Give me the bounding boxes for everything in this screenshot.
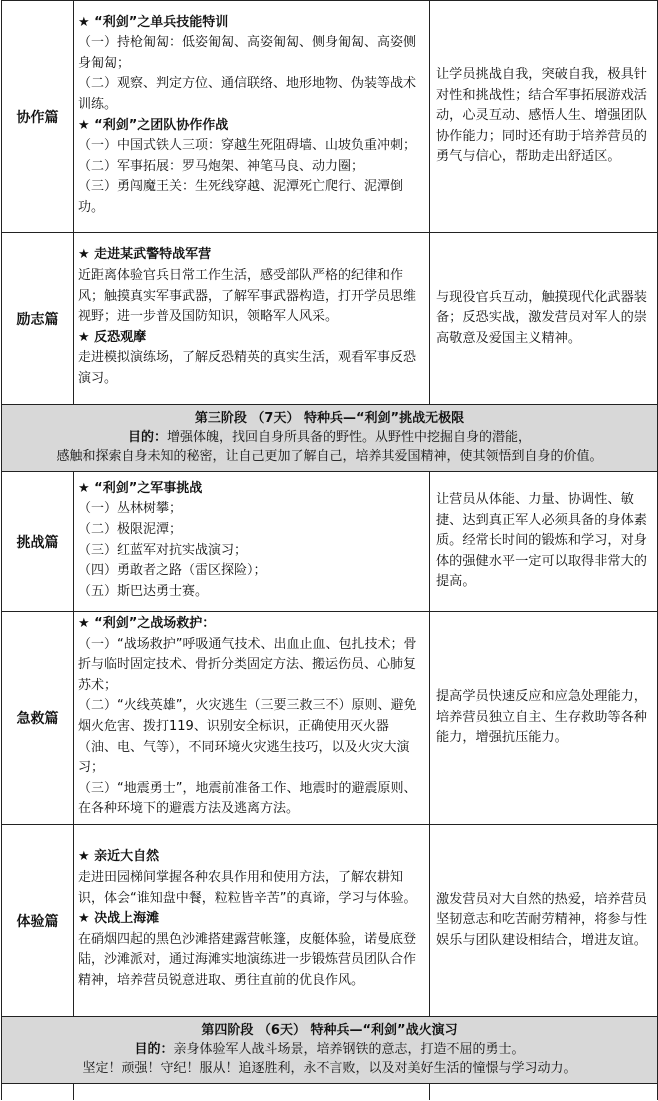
block-line: （一）持枪匍匐：低姿匍匐、高姿匍匐、侧身匍匐、高姿侧身匍匐； xyxy=(78,35,417,71)
content-cell xyxy=(74,1,430,233)
content-cell xyxy=(74,612,430,825)
content-cell xyxy=(74,472,430,612)
block-heading: ★ 决战上海滩 xyxy=(78,911,160,927)
stage-header-cell xyxy=(2,405,658,472)
content-cell xyxy=(74,233,430,405)
block-line: 在硝烟四起的黑色沙滩搭建露营帐篷，皮艇体验，诺曼底登陆，沙滩派对，通过海滩实地演练进一步锻炼营员团队合作精神，培养营员锐意进取、勇往直前的优良作风。 xyxy=(78,931,417,988)
content-cell xyxy=(74,1084,430,1101)
goal-cell: 与现役官兵互动，触摸现代化武器装备；反恐实战，激发营员对军人的崇高敬意及爱国主义精神。 xyxy=(430,233,658,405)
table-row xyxy=(2,1,658,233)
block-heading: ★ “利剑”之单兵技能特训 xyxy=(78,14,229,30)
goal-cell: 让营员从体能、力量、协调性、敏捷、达到真正军人必须具备的身体素质。经常长时间的锻炼和学习，对身体的强健水平一定可以取得非常大的提高。 xyxy=(430,472,658,612)
block-line: （三）勇闯魔王关：生死线穿越、泥潭死亡爬行、泥潭倒功。 xyxy=(78,179,404,215)
category-cell: 挑战篇 xyxy=(2,472,74,612)
block-line: （三）“地震勇士”，地震前准备工作、地震时的避震原则、在各种环境下的避震方法及逃离方法。 xyxy=(78,780,417,817)
block-heading: ★ “利剑”之军事挑战 xyxy=(78,480,203,496)
table-row xyxy=(2,233,658,405)
table-row xyxy=(2,825,658,1017)
stage-3-header xyxy=(2,405,658,472)
block-heading: ★ “利剑”之战场救护： xyxy=(78,616,216,632)
stage-aim-line: 坚定！顽强！守纪！服从！追逐胜利，永不言败，以及对美好生活的憧憬与学习动力。 xyxy=(82,1061,577,1076)
block-heading: ★ 反恐观摩 xyxy=(78,329,147,345)
block-line: （二）“火线英雄”，火灾逃生（三要三救三不）原则、避免烟火危害、拨打119、识别安全标识，正确使用灭火器（油、电、气等），不同环境火灾逃生技巧，以及火灾大演习； xyxy=(78,698,417,776)
table-row xyxy=(2,472,658,612)
content-cell xyxy=(74,825,430,1017)
stage-title: 第四阶段 （6天） 特种兵—“利剑”战火演习 xyxy=(201,1023,458,1038)
stage-title: 第三阶段 （7天） 特种兵—“利剑”挑战无极限 xyxy=(194,411,465,426)
table-row xyxy=(2,612,658,825)
category-cell xyxy=(2,1084,74,1101)
goal-cell: 提高学员快速反应和应急处理能力，培养营员独立自主、生存救助等各种能力，增强抗压能力。 xyxy=(430,612,658,825)
category-cell: 体验篇 xyxy=(2,825,74,1017)
block-line: （一）丛林树攀； xyxy=(78,501,183,517)
goal-cell xyxy=(430,1084,658,1101)
stage-aim-label: 目的： xyxy=(134,1042,174,1057)
stage-header-cell xyxy=(2,1017,658,1084)
block-line: （二）军事拓展：罗马炮架、神笔马良、动力圈； xyxy=(78,158,365,174)
stage-4-header xyxy=(2,1017,658,1084)
stage-aim-text: 亲身体验军人战斗场景，培养钢铁的意志，打造不屈的勇士。 xyxy=(173,1042,525,1057)
stage-aim-text: 增强体魄，找回自身所具备的野性。从野性中挖掘自身的潜能， xyxy=(167,430,532,445)
stage-aim-label: 目的： xyxy=(127,430,167,445)
block-line: 走进模拟演练场，了解反恐精英的真实生活，观看军事反恐演习。 xyxy=(78,350,417,386)
category-cell: 协作篇 xyxy=(2,1,74,233)
block-line: （四）勇敢者之路（雷区探险）； xyxy=(78,563,267,579)
table-row xyxy=(2,1084,658,1101)
category-cell: 急救篇 xyxy=(2,612,74,825)
goal-cell: 激发营员对大自然的热爱，培养营员坚韧意志和吃苦耐劳精神，将参与性娱乐与团队建设相结合，增进友谊。 xyxy=(430,825,658,1017)
block-line: （三）红蓝军对抗实战演习； xyxy=(78,542,248,558)
block-line: 走进田园梯间掌握各种农具作用和使用方法，了解农耕知识，体会“谁知盘中餐，粒粒皆辛苦”的真谛，学习与体验。 xyxy=(78,870,417,906)
block-line: （二）极限泥潭； xyxy=(78,521,183,537)
goal-cell: 让学员挑战自我，突破自我，极具针对性和挑战性；结合军事拓展游戏活动，心灵互动、感悟人生、增强团队协作能力；同时还有助于培养营员的勇气与信心，帮助走出舒适区。 xyxy=(430,1,658,233)
block-line: （一）“战场救护”呼吸通气技术、出血止血、包扎技术；骨折与临时固定技术、骨折分类固定方法、搬运伤员、心肺复苏术； xyxy=(78,636,417,693)
block-line: 近距离体验官兵日常工作生活，感受部队严格的纪律和作风；触摸真实军事武器，了解军事武器构造，打开学员思维视野；进一步普及国防知识，领略军人风采。 xyxy=(78,268,417,325)
stage-aim xyxy=(8,428,651,447)
block-heading: ★ “利剑”之团队协作作战 xyxy=(78,117,229,133)
curriculum-table xyxy=(1,0,658,1100)
stage-aim-line: 感触和探索自身未知的秘密，让自己更加了解自己，培养其爱国精神，使其领悟到自身的价值。 xyxy=(56,449,603,464)
block-heading: ★ 走进某武警特战军营 xyxy=(78,247,212,263)
stage-aim xyxy=(8,1040,651,1059)
block-line: （五）斯巴达勇士赛。 xyxy=(78,583,209,599)
category-cell: 励志篇 xyxy=(2,233,74,405)
block-heading: ★ 亲近大自然 xyxy=(78,849,160,865)
block-line: （二）观察、判定方位、通信联络、地形地物、伪装等战术训练。 xyxy=(78,76,417,112)
block-line: （一）中国式铁人三项：穿越生死阻碍墙、山坡负重冲刺； xyxy=(78,138,417,154)
